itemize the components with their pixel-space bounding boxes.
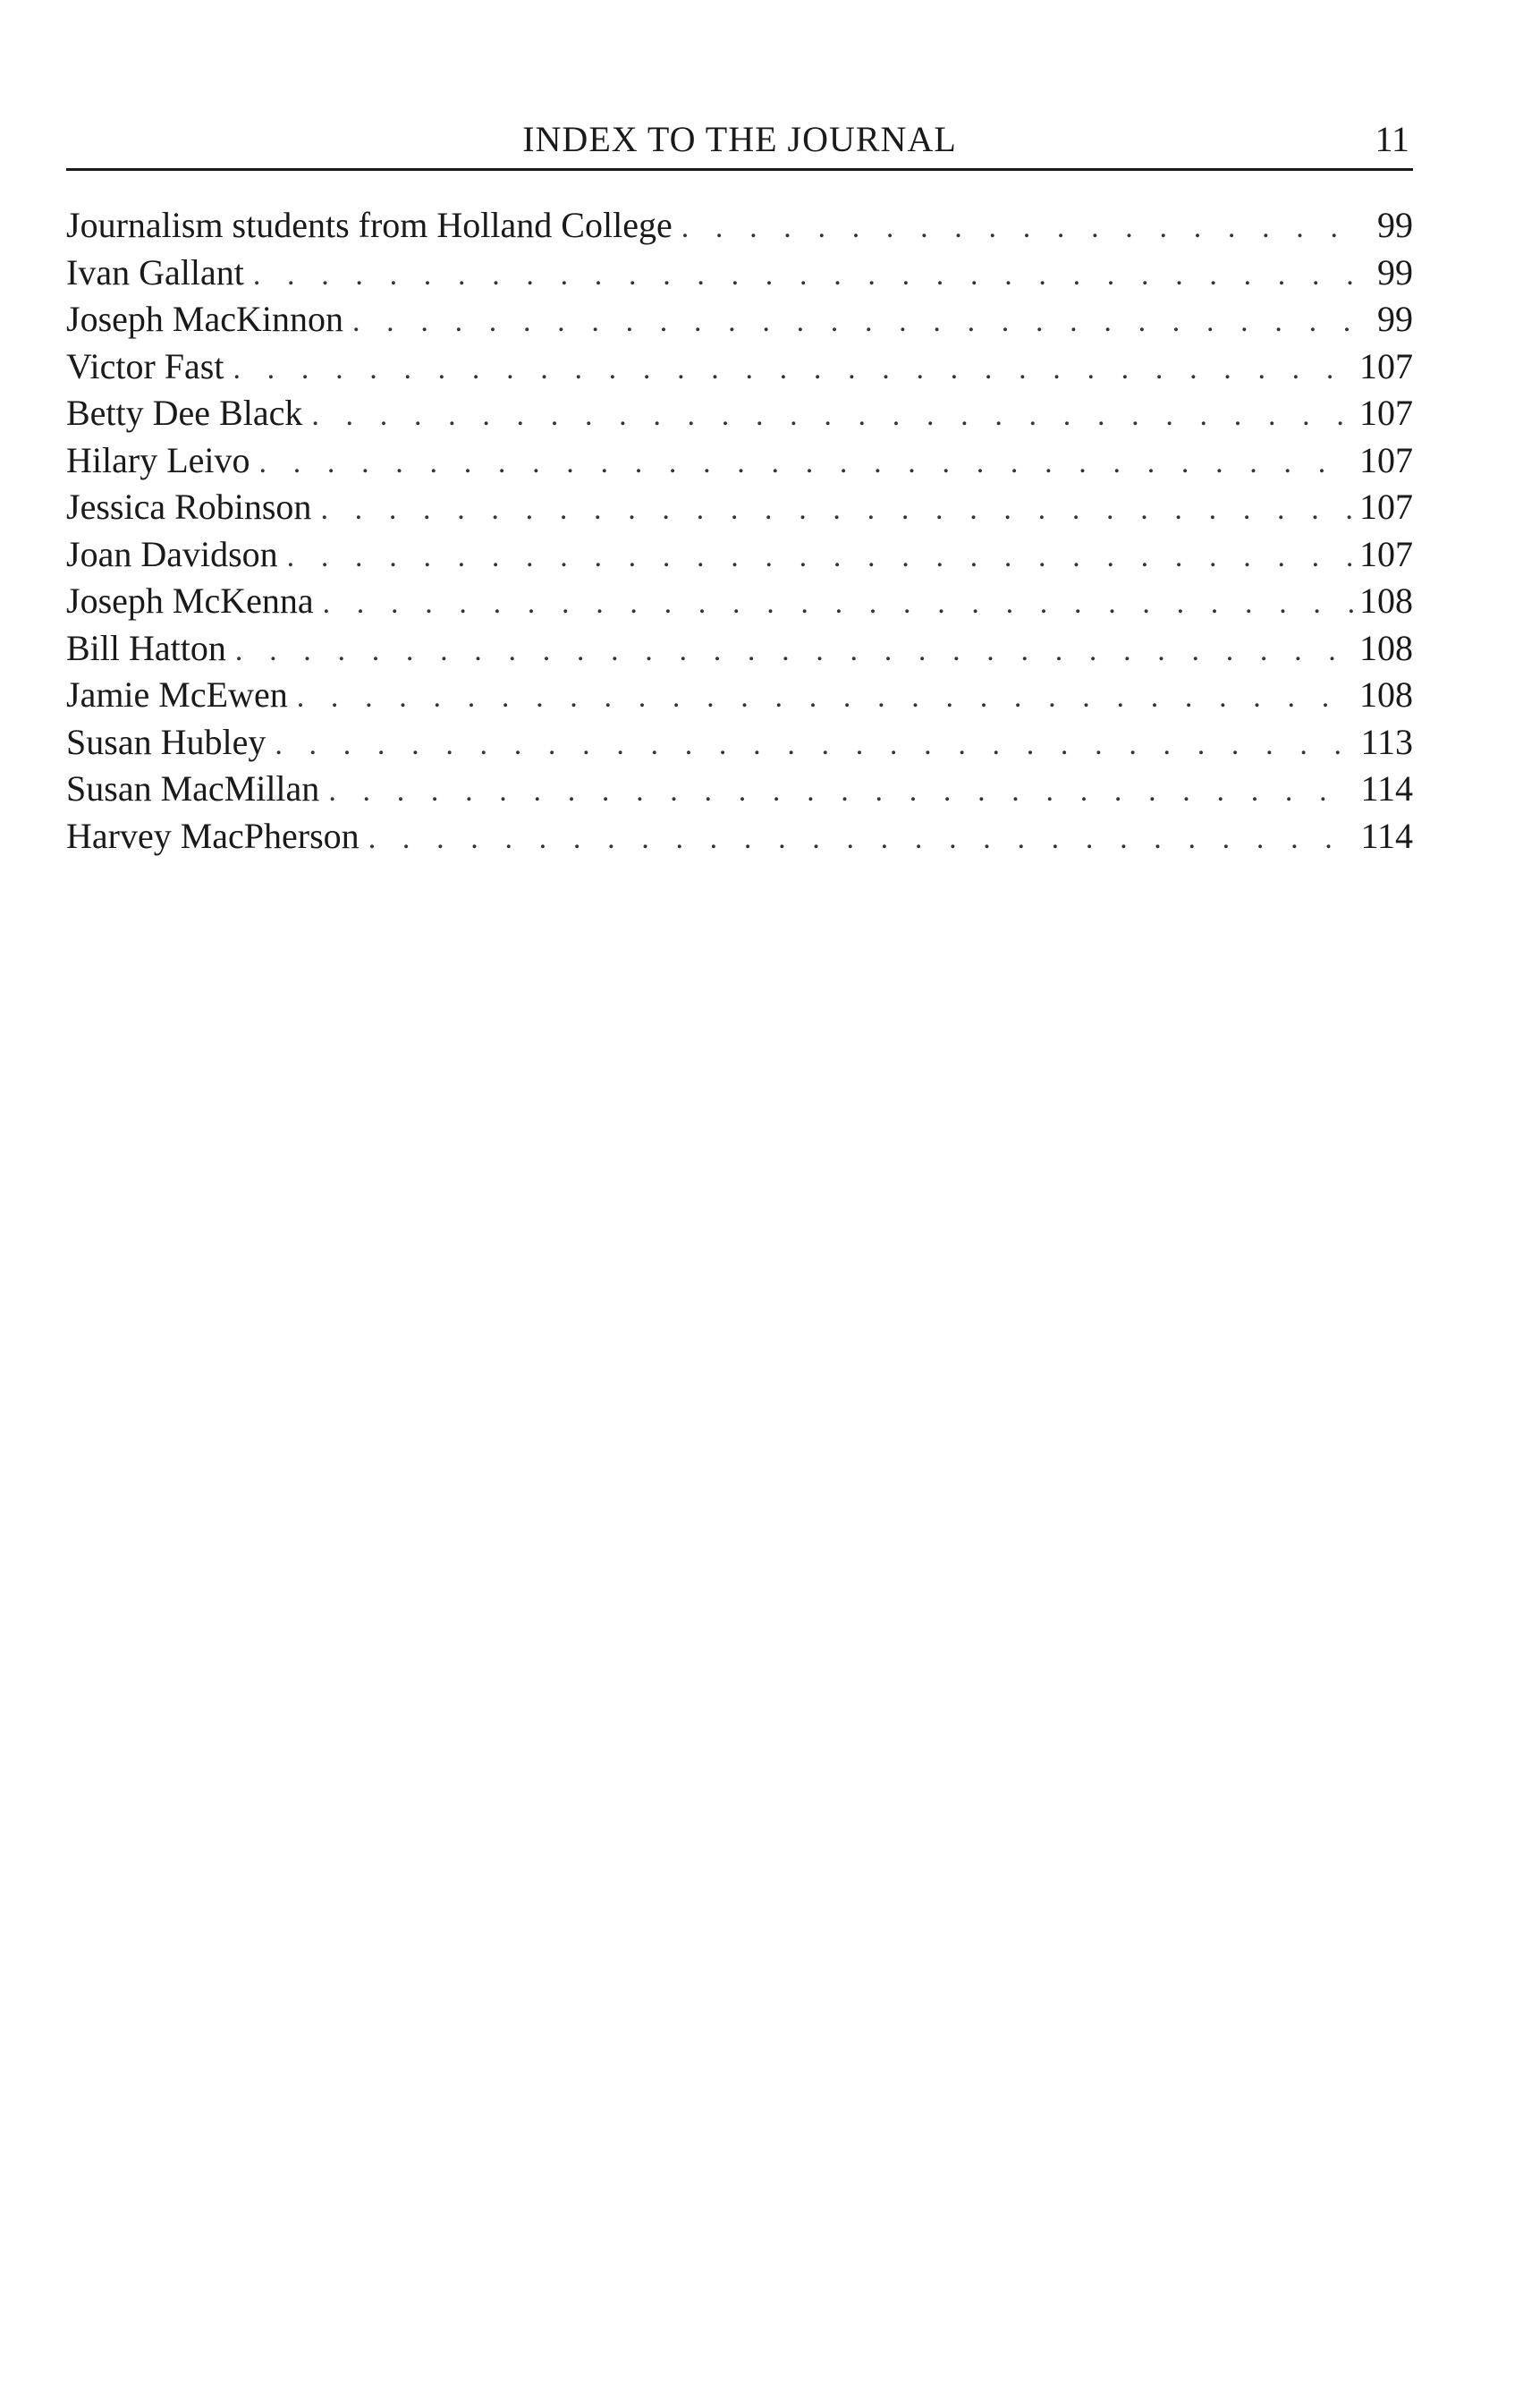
index-entry xyxy=(66,813,1413,860)
entry-page-number: 107 xyxy=(1359,533,1413,574)
index-entry xyxy=(66,719,1413,767)
index-entry xyxy=(66,437,1413,485)
index-entry xyxy=(66,484,1413,531)
index-entry xyxy=(66,766,1413,813)
page-number: 11 xyxy=(1375,119,1409,159)
index-entry xyxy=(66,672,1413,719)
entry-name: Susan Hubley xyxy=(66,721,267,762)
entry-name: Joseph MacKinnon xyxy=(66,299,343,339)
running-header xyxy=(66,114,1413,171)
dot-leader xyxy=(259,440,1355,485)
index-list xyxy=(66,202,1413,860)
dot-leader xyxy=(287,534,1354,579)
dot-leader xyxy=(297,674,1354,719)
dot-leader xyxy=(681,205,1356,250)
dot-leader xyxy=(235,628,1354,673)
entry-page-number: 99 xyxy=(1377,299,1413,339)
entry-page-number: 99 xyxy=(1377,205,1413,245)
index-entry xyxy=(66,202,1413,250)
entry-name: Joseph McKenna xyxy=(66,581,314,621)
entry-page-number: 99 xyxy=(1377,251,1413,292)
entry-name: Bill Hatton xyxy=(66,627,226,668)
dot-leader xyxy=(311,393,1354,437)
entry-page-number: 108 xyxy=(1359,581,1413,621)
index-entry xyxy=(66,250,1413,297)
entry-page-number: 108 xyxy=(1359,627,1413,668)
entry-page-number: 107 xyxy=(1359,439,1413,480)
index-entry xyxy=(66,625,1413,673)
entry-name: Harvey MacPherson xyxy=(66,815,360,856)
entry-name: Jamie McEwen xyxy=(66,674,288,715)
dot-leader xyxy=(323,581,1354,625)
dot-leader xyxy=(253,252,1356,297)
index-entry xyxy=(66,390,1413,437)
dot-leader xyxy=(275,722,1355,767)
dot-leader xyxy=(320,487,1354,531)
entry-name: Hilary Leivo xyxy=(66,439,250,480)
entry-page-number: 107 xyxy=(1359,345,1413,386)
entry-name: Journalism students from Holland College xyxy=(66,205,673,245)
entry-page-number: 107 xyxy=(1359,393,1413,433)
dot-leader xyxy=(328,768,1355,813)
entry-name: Ivan Gallant xyxy=(66,251,244,292)
entry-name: Betty Dee Black xyxy=(66,393,303,433)
entry-page-number: 108 xyxy=(1359,674,1413,715)
entry-page-number: 107 xyxy=(1359,487,1413,527)
dot-leader xyxy=(368,816,1356,860)
entry-page-number: 114 xyxy=(1360,815,1413,856)
page-title: INDEX TO THE JOURNAL xyxy=(522,119,957,159)
dot-leader xyxy=(352,299,1356,343)
entry-page-number: 113 xyxy=(1360,721,1413,762)
index-entry xyxy=(66,531,1413,579)
entry-name: Susan MacMillan xyxy=(66,768,320,809)
entry-name: Joan Davidson xyxy=(66,533,278,574)
dot-leader xyxy=(233,346,1354,391)
index-entry xyxy=(66,343,1413,391)
index-entry xyxy=(66,578,1413,625)
entry-page-number: 114 xyxy=(1360,768,1413,809)
entry-name: Jessica Robinson xyxy=(66,487,312,527)
entry-name: Victor Fast xyxy=(66,345,224,386)
index-entry xyxy=(66,296,1413,343)
